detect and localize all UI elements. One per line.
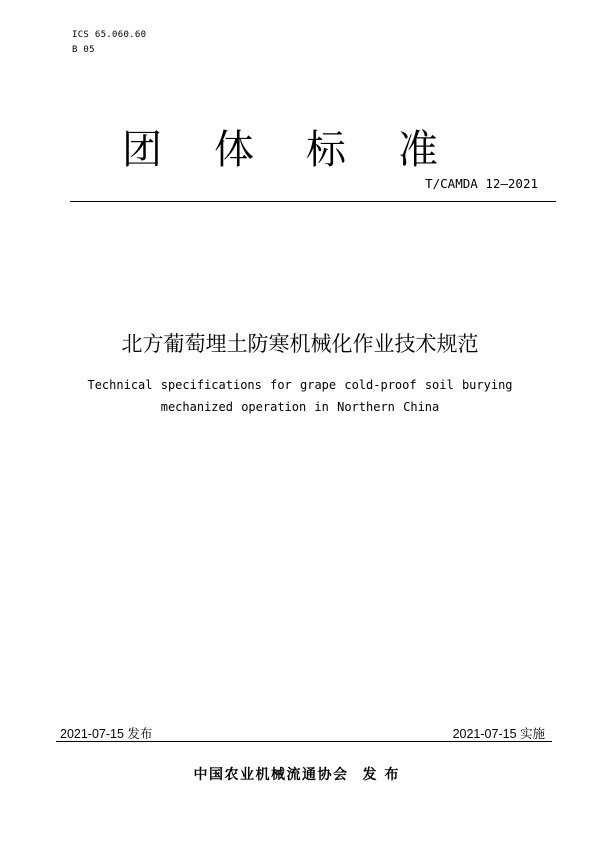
- document-title-english: [0, 374, 600, 418]
- publisher-line: [0, 764, 600, 784]
- footer-divider: [56, 741, 552, 742]
- publisher-organization: 中国农业机械流通协会: [193, 767, 349, 783]
- english-title-line-2: mechanized operation in Northern China: [160, 400, 440, 414]
- english-title-line-1: Technical specifications for grape cold-proof soil burying: [87, 378, 513, 392]
- implementation-date: 2021-07-15 实施: [452, 727, 545, 741]
- document-title-chinese: 北方葡萄埋土防寒机械化作业技术规范: [121, 332, 479, 356]
- standard-number: T/CAMDA 12—2021: [425, 176, 538, 191]
- standard-type-heading: 团体标准: [122, 127, 490, 173]
- publisher-action: 发布: [362, 767, 407, 783]
- ccs-code: B 05: [72, 45, 95, 55]
- issue-date: 2021-07-15 发布: [60, 727, 153, 741]
- header-divider: [70, 201, 556, 202]
- ics-code: ICS 65.060.60: [72, 30, 147, 40]
